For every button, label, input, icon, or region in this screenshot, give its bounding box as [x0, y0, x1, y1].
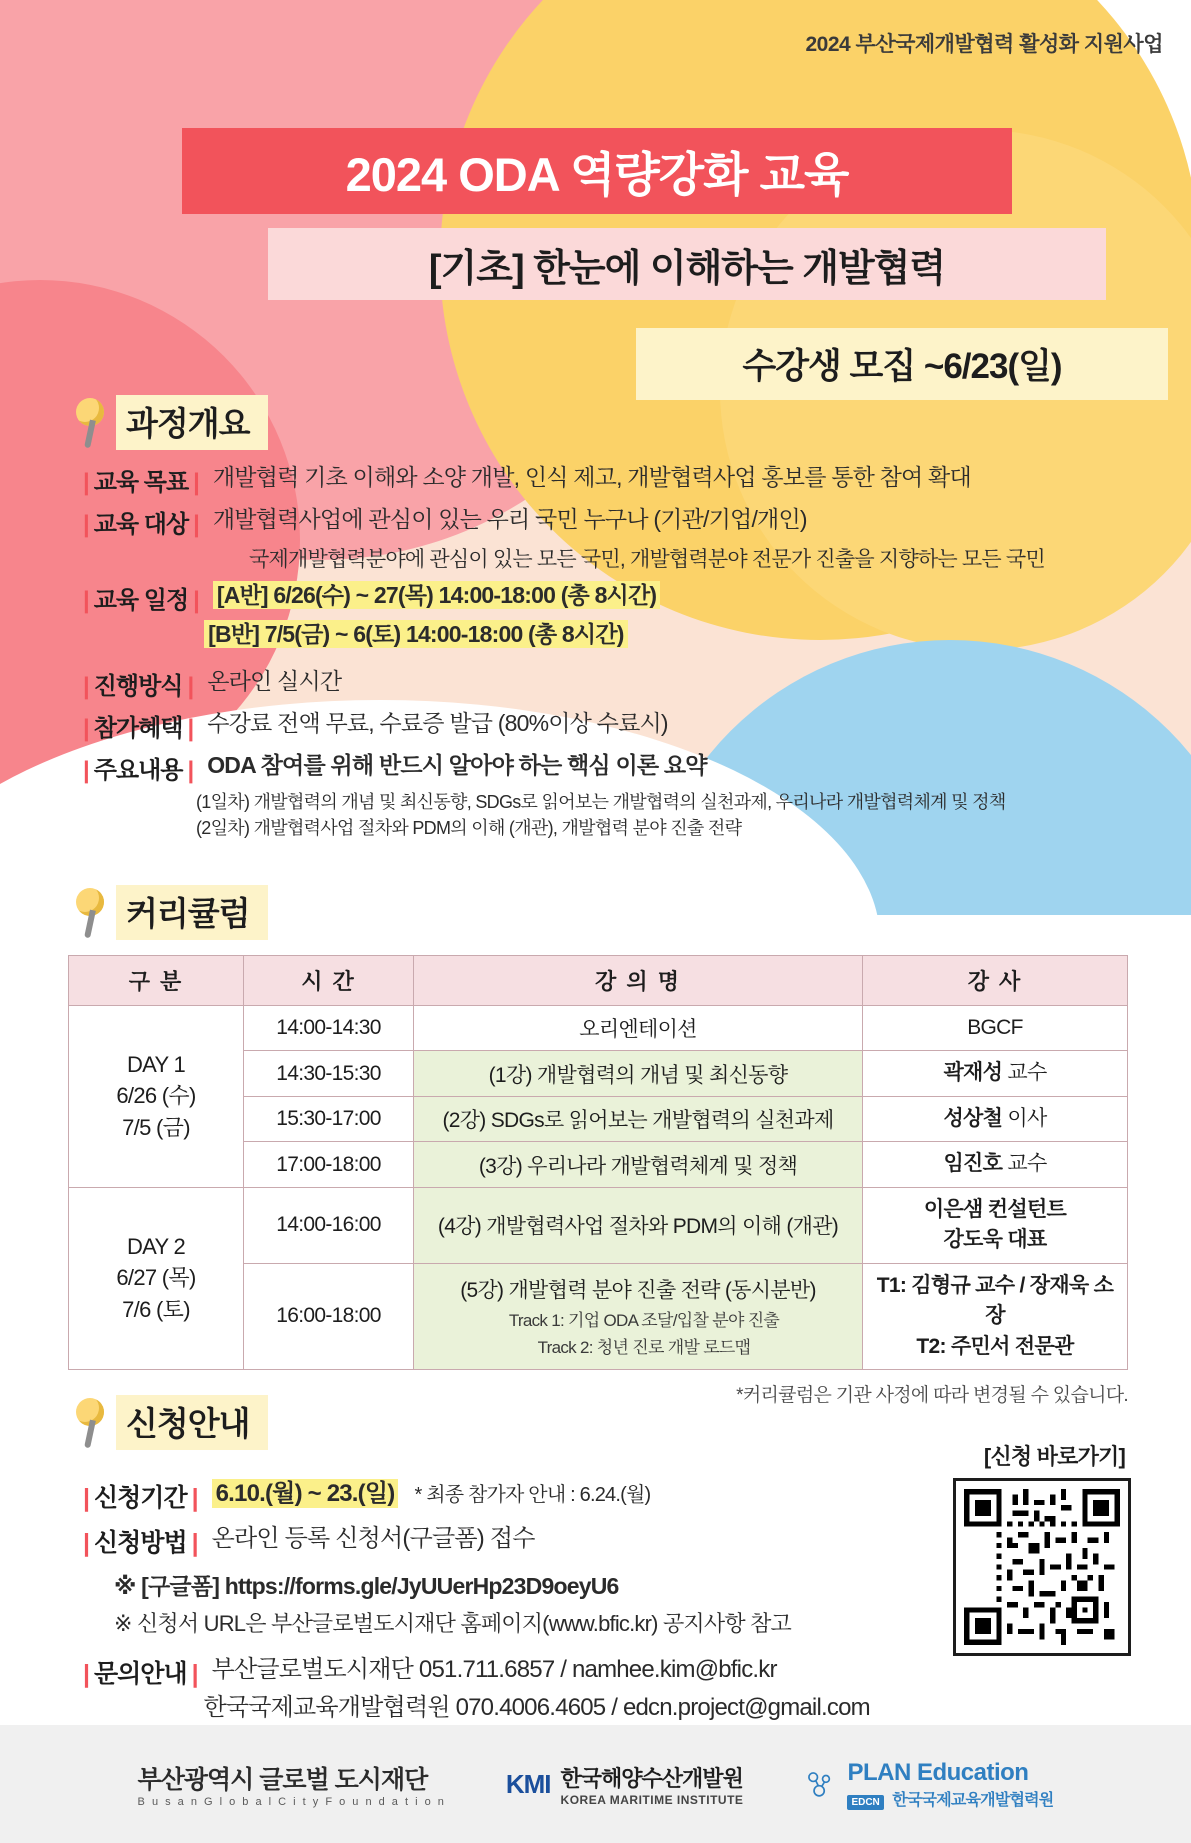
- row1-teacher: 곽재성 교수: [863, 1051, 1128, 1096]
- row2-time: 15:30-17:00: [244, 1096, 414, 1141]
- overview-day2-note: (2일차) 개발협력사업 절차와 PDM의 이해 (개관), 개발협력 분야 진출 전략: [196, 818, 742, 839]
- row0-time: 14:00-14:30: [244, 1006, 414, 1051]
- col-lecture: 강 의 명: [414, 956, 863, 1006]
- overview-item-method: [78, 666, 1138, 701]
- overview-item-main: [78, 750, 1138, 785]
- overview-item-benefit: [78, 708, 1138, 743]
- day1-cell: DAY 1 6/26 (수) 7/5 (금): [69, 1006, 244, 1188]
- poster-title-text: 2024 ODA 역량강화 교육: [345, 147, 849, 201]
- overview-target-subtext: 국제개발협력분야에 관심이 있는 모든 국민, 개발협력분야 전문가 진출을 지향하는 모든 국민: [249, 548, 1045, 571]
- section-heading-apply: [68, 1395, 268, 1450]
- row4-time: 14:00-16:00: [244, 1187, 414, 1263]
- row0-lecture: 오리엔테이션: [414, 1006, 863, 1051]
- apply-method-row: [78, 1523, 878, 1559]
- table-header-row: [69, 956, 1128, 1006]
- overview-item-goal-value: 개발협력 기초 이해와 소양 개발, 인식 제고, 개발협력사업 홍보를 통한 참여 확대: [212, 464, 971, 490]
- overview-item-schedule: [78, 580, 1138, 615]
- apply-contact-line1: 부산글로벌도시재단 051.711.6857 / namhee.kim@bfic.kr: [211, 1656, 777, 1683]
- col-time: 시 간: [244, 956, 414, 1006]
- program-line: 2024 부산국제개발협력 활성화 지원사업: [805, 33, 1163, 56]
- overview-item-goal: [78, 462, 1138, 497]
- row2-teacher: 성상철 이사: [863, 1096, 1128, 1141]
- overview-item-schedule-b: [78, 619, 1138, 654]
- overview-item-benefit-value: 수강료 전액 무료, 수료증 발급 (80%이상 수료시): [207, 710, 668, 737]
- apply-period-row: [78, 1478, 878, 1514]
- row3-time: 17:00-18:00: [244, 1142, 414, 1187]
- row5-lecture-title: (5강) 개발협력 분야 진출 전략 (동시분반): [460, 1279, 816, 1303]
- apply-contact-line2: 한국국제교육개발협력원 070.4006.4605 / edcn.project@gmail.com: [203, 1694, 870, 1721]
- pushpin-icon-3: [68, 1396, 112, 1450]
- logo-kmi: [506, 1762, 744, 1807]
- logo-plan-education: [803, 1759, 1053, 1810]
- schedule-class-b: [B반] 7/5(금) ~ 6(토) 14:00-18:00 (총 8시간): [195, 619, 627, 649]
- overview-item-schedule-label: | 교육 일정 |: [83, 587, 199, 615]
- recruit-banner-text: 수강생 모집 ~6/23(일): [742, 347, 1062, 386]
- overview-item-target-value: 개발협력사업에 관심이 있는 우리 국민 누구나 (기관/기업/개인): [212, 506, 807, 532]
- section-heading-curriculum-label: 커리큘럼: [116, 885, 268, 940]
- apply-form-link[interactable]: ※ [구글폼] https://forms.gle/JyUUerHp23D9oeyU6: [114, 1573, 619, 1599]
- row5-track2: Track 2: 청년 진로 개발 로드맵: [537, 1338, 751, 1358]
- kmi-sub: KOREA MARITIME INSTITUTE: [560, 1792, 744, 1807]
- col-teacher: 강 사: [863, 956, 1128, 1006]
- overview-list: [78, 462, 1138, 842]
- edcn-badge: EDCN: [847, 1795, 883, 1810]
- schedule-class-a: [A반] 6/26(수) ~ 27(목) 14:00-18:00 (총 8시간): [204, 580, 660, 610]
- recruit-banner: [636, 328, 1168, 400]
- logo-busan-global-city-foundation: [138, 1760, 446, 1808]
- logo-busan-main: 부산광역시 글로벌 도시재단: [137, 1766, 428, 1794]
- row5-teacher: T1: 김형규 교수 / 장재욱 소장 T2: 주민서 전문관: [863, 1263, 1128, 1369]
- row5-time: 16:00-18:00: [244, 1263, 414, 1369]
- plan-leaf-icon: [803, 1767, 837, 1801]
- day2-cell: DAY 2 6/27 (목) 7/6 (토): [69, 1187, 244, 1369]
- overview-item-method-label: | 진행방식 |: [83, 673, 194, 701]
- apply-period-note: * 최종 참가자 안내 : 6.24.(월): [414, 1484, 651, 1506]
- row5-track1: Track 1: 기업 ODA 조달/입찰 분야 진출: [508, 1311, 780, 1331]
- footer-logos: [0, 1725, 1191, 1843]
- overview-day1-note: (1일차) 개발협력의 개념 및 최신동향, SDGs로 읽어보는 개발협력의 실천과제, 우리나라 개발협력체계 및 정책: [196, 792, 1006, 813]
- qr-code[interactable]: [953, 1478, 1131, 1656]
- apply-info: [78, 1478, 878, 1737]
- curriculum-footnote: *커리큘럼은 기관 사정에 따라 변경될 수 있습니다.: [736, 1384, 1128, 1406]
- overview-item-method-value: 온라인 실시간: [207, 668, 342, 695]
- section-heading-overview: [68, 395, 268, 450]
- curriculum-table: [68, 955, 1128, 1370]
- poster-subtitle-text: [기초] 한눈에 이해하는 개발협력: [428, 247, 946, 290]
- row3-lecture: (3강) 우리나라 개발협력체계 및 정책: [414, 1142, 863, 1187]
- section-heading-curriculum: [68, 885, 268, 940]
- overview-item-goal-label: | 교육 목표 |: [83, 469, 199, 496]
- pushpin-icon-2: [68, 886, 112, 940]
- apply-contact-row-2: [78, 1692, 878, 1728]
- row2-lecture: (2강) SDGs로 읽어보는 개발협력의 실천과제: [414, 1096, 863, 1141]
- overview-item-target-label: | 교육 대상 |: [83, 511, 199, 538]
- row5-lecture: [414, 1263, 863, 1369]
- plan-main: PLAN Education: [847, 1758, 1029, 1786]
- qr-code-image: [964, 1489, 1120, 1645]
- apply-contact-row: [78, 1654, 878, 1690]
- table-row: [69, 1187, 1128, 1263]
- overview-item-benefit-label: | 참가혜택 |: [83, 715, 194, 743]
- curriculum-table-wrapper: [68, 955, 1128, 1406]
- overview-item-main-label: | 주요내용 |: [83, 757, 194, 785]
- apply-method-label: | 신청방법 |: [83, 1529, 198, 1557]
- poster-subtitle: [268, 228, 1106, 300]
- apply-method-value: 온라인 등록 신청서(구글폼) 접수: [211, 1525, 535, 1552]
- row4-lecture: (4강) 개발협력사업 절차와 PDM의 이해 (개관): [414, 1187, 863, 1263]
- row0-teacher: BGCF: [863, 1006, 1128, 1051]
- row3-teacher: 임진호 교수: [863, 1142, 1128, 1187]
- section-heading-apply-label: 신청안내: [116, 1395, 268, 1450]
- apply-contact-label: | 문의안내 |: [83, 1660, 198, 1688]
- qr-label: [신청 바로가기]: [983, 1444, 1125, 1469]
- pushpin-icon: [68, 396, 112, 450]
- overview-item-main-value: ODA 참여를 위해 반드시 알아야 하는 핵심 이론 요약: [207, 752, 707, 779]
- row1-time: 14:30-15:30: [244, 1051, 414, 1096]
- plan-sub-wrap: [847, 1787, 1053, 1810]
- kmi-main: 한국해양수산개발원: [560, 1765, 743, 1791]
- apply-url-note: ※ 신청서 URL은 부산글로벌도시재단 홈페이지(www.bfic.kr) 공지사항 참고: [114, 1611, 792, 1636]
- row4-teacher: 이은샘 컨설턴트 강도욱 대표: [863, 1187, 1128, 1263]
- col-division: 구 분: [69, 956, 244, 1006]
- plan-sub: 한국국제교육개발협력원: [892, 1791, 1054, 1809]
- apply-period-label: | 신청기간 |: [83, 1484, 198, 1512]
- poster-title: [182, 128, 1012, 214]
- kmi-mark: KMI: [505, 1768, 551, 1799]
- overview-item-target: [78, 504, 1138, 539]
- apply-period-value: 6.10.(월) ~ 23.(일): [203, 1478, 399, 1510]
- table-row: [69, 1006, 1128, 1051]
- section-heading-overview-label: 과정개요: [116, 395, 268, 450]
- row1-lecture: (1강) 개발협력의 개념 및 최신동향: [414, 1051, 863, 1096]
- logo-busan-sub: B u s a n G l o b a l C i t y F o u n d a t i o n: [137, 1796, 446, 1808]
